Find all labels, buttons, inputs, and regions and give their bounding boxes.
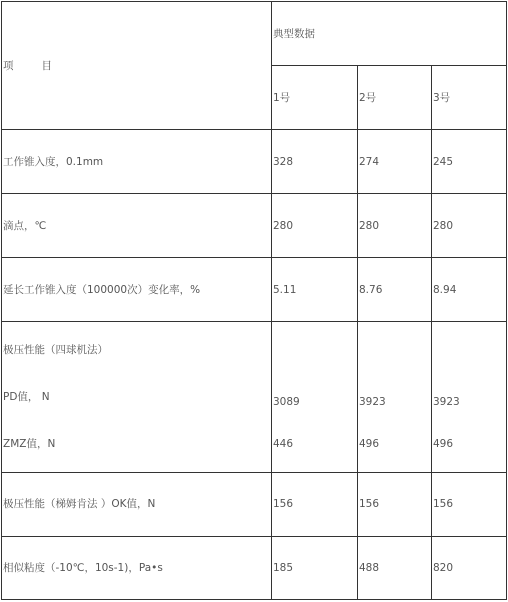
ep-values-col-1 [272, 322, 358, 472]
zmz-value: 496 [433, 438, 454, 451]
header-row-1 [2, 2, 507, 66]
cell-value: 156 [358, 472, 432, 536]
row-label: 极压性能（梯姆肯法 ）OK值，N [2, 472, 272, 536]
table-row [2, 536, 507, 599]
pd-value: 3089 [273, 396, 300, 409]
item-header-cell [2, 2, 272, 130]
cell-value: 156 [272, 472, 358, 536]
cell-value: 5.11 [272, 258, 358, 322]
row-label: 延长工作锥入度（100000次）变化率，% [2, 258, 272, 322]
cell-value: 328 [272, 130, 358, 194]
item-header-part1: 项 [3, 59, 14, 72]
column-header-1: 1号 [272, 66, 358, 130]
pd-value: 3923 [359, 396, 386, 409]
zmz-value: 496 [359, 438, 380, 451]
table-row [2, 472, 507, 536]
item-header-part2: 目 [41, 59, 52, 72]
cell-value: 8.76 [358, 258, 432, 322]
cell-value: 274 [358, 130, 432, 194]
row-label: 相似粘度（-10℃，10s-1)，Pa•s [2, 536, 272, 599]
cell-value: 156 [432, 472, 507, 536]
ep-four-ball-label-cell [2, 322, 272, 472]
cell-value: 280 [358, 194, 432, 258]
ep-four-ball-row [2, 322, 507, 472]
grease-data-table [1, 1, 507, 600]
cell-value: 185 [272, 536, 358, 599]
pd-label: PD值， N [3, 391, 50, 404]
cell-value: 280 [432, 194, 507, 258]
row-label: 滴点，℃ [2, 194, 272, 258]
pd-value: 3923 [433, 396, 460, 409]
zmz-label: ZMZ值，N [3, 438, 56, 451]
cell-value: 280 [272, 194, 358, 258]
ep-values-col-3 [432, 322, 507, 472]
ep-four-ball-title: 极压性能（四球机法） [3, 344, 108, 357]
row-label: 工作锥入度，0.1mm [2, 130, 272, 194]
cell-value: 488 [358, 536, 432, 599]
table-row [2, 258, 507, 322]
typical-data-header: 典型数据 [272, 2, 507, 66]
table-row [2, 130, 507, 194]
ep-four-ball-labels [3, 343, 271, 451]
cell-value: 245 [432, 130, 507, 194]
table-row [2, 194, 507, 258]
column-header-3: 3号 [432, 66, 507, 130]
cell-value: 8.94 [432, 258, 507, 322]
zmz-value: 446 [273, 438, 294, 451]
ep-values-col-2 [358, 322, 432, 472]
cell-value: 820 [432, 536, 507, 599]
column-header-2: 2号 [358, 66, 432, 130]
